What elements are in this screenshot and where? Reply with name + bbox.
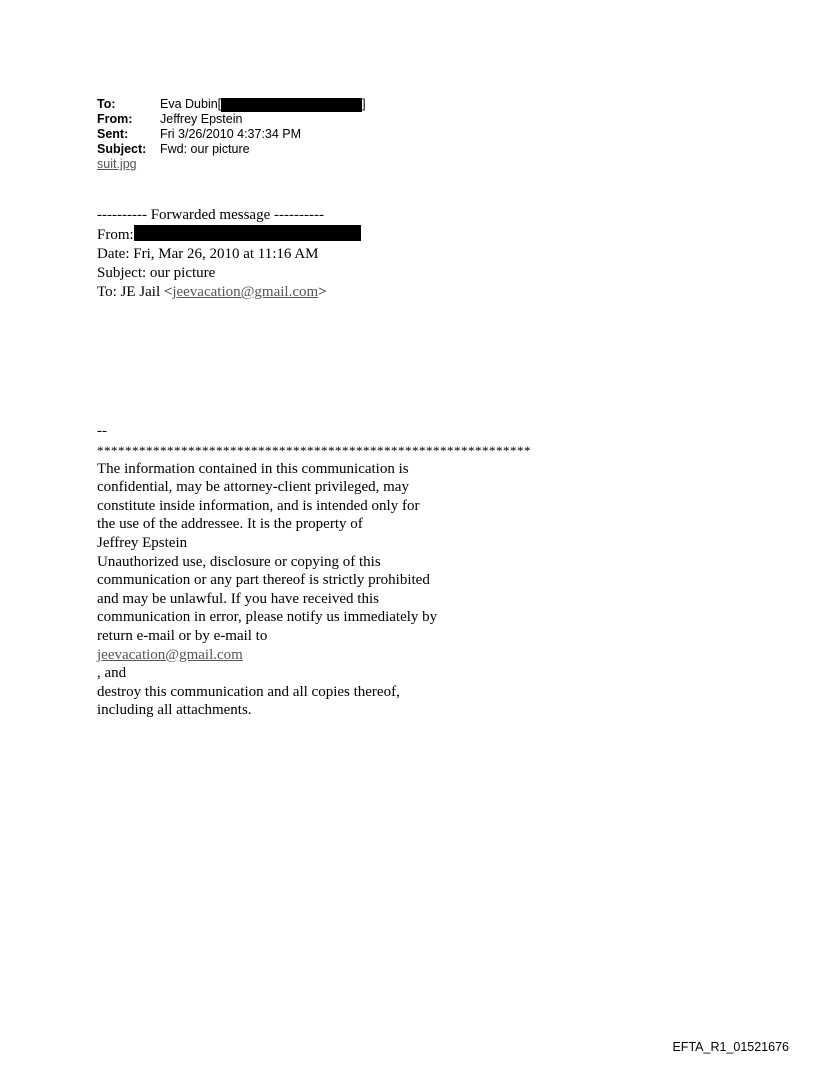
disclaimer-return-line: [97, 627, 531, 683]
disclaimer-line: and may be unlawful. If you have received this: [97, 590, 379, 607]
email-header: [97, 97, 366, 172]
from-label: From:: [97, 112, 133, 126]
signature-dashes: --: [97, 423, 107, 439]
from-row: [97, 112, 366, 127]
forward-to-email-link[interactable]: jeevacation@gmail.com: [172, 284, 319, 300]
disclaimer-line: Jeffrey Epstein: [97, 534, 188, 551]
forward-divider: ---------- Forwarded message ----------: [97, 207, 324, 223]
disclaimer-line: communication in error, please notify us immediately by: [97, 609, 438, 626]
forward-from-line: [97, 225, 361, 245]
disclaimer-line: including all attachments.: [97, 702, 252, 719]
return-prefix: return e-mail or by e-mail to: [97, 627, 268, 644]
attachment-link[interactable]: suit.jpg: [97, 157, 137, 171]
disclaimer-line: destroy this communication and all copies thereof,: [97, 683, 400, 700]
disclaimer-line: Unauthorized use, disclosure or copying of this: [97, 553, 381, 570]
to-name: Eva Dubin[: [160, 97, 222, 111]
sent-row: [97, 127, 366, 142]
forward-to-prefix: To: JE Jail <: [97, 284, 173, 300]
redaction-block: [221, 98, 362, 112]
subject-row: [97, 142, 366, 157]
bates-number: EFTA_R1_01521676: [672, 1040, 789, 1054]
from-value: Jeffrey Epstein: [160, 112, 243, 126]
forward-subject-line: Subject: our picture: [97, 265, 216, 281]
sent-value: Fri 3/26/2010 4:37:34 PM: [160, 127, 302, 141]
signature-disclaimer: [97, 422, 531, 720]
disclaimer-line: communication or any part thereof is strictly prohibited: [97, 572, 430, 589]
forward-from-label: From:: [97, 227, 134, 243]
disclaimer-line: the use of the addressee. It is the property of: [97, 516, 363, 533]
subject-value: Fwd: our picture: [160, 142, 250, 156]
disclaimer-line: confidential, may be attorney-client privileged, may: [97, 479, 409, 496]
sent-label: Sent:: [97, 127, 129, 141]
to-label: To:: [97, 97, 116, 111]
disclaimer-text: [97, 460, 531, 720]
redaction-block: [134, 225, 361, 241]
disclaimer-line: constitute inside information, and is intended only for: [97, 497, 420, 514]
forward-to-line: [97, 283, 361, 302]
to-row: [97, 97, 366, 112]
return-suffix: , and: [97, 665, 127, 682]
disclaimer-email-link[interactable]: jeevacation@gmail.com: [97, 646, 243, 663]
attachment-row: [97, 157, 366, 172]
to-value: [160, 97, 366, 112]
forward-date-line: Date: Fri, Mar 26, 2010 at 11:16 AM: [97, 246, 319, 262]
subject-label: Subject:: [97, 142, 147, 156]
to-close-bracket: ]: [362, 97, 366, 111]
star-divider: **************************************************************: [97, 442, 531, 458]
forward-to-suffix: >: [318, 284, 327, 300]
forwarded-message: [97, 206, 361, 302]
disclaimer-line: The information contained in this communication is: [97, 460, 409, 477]
